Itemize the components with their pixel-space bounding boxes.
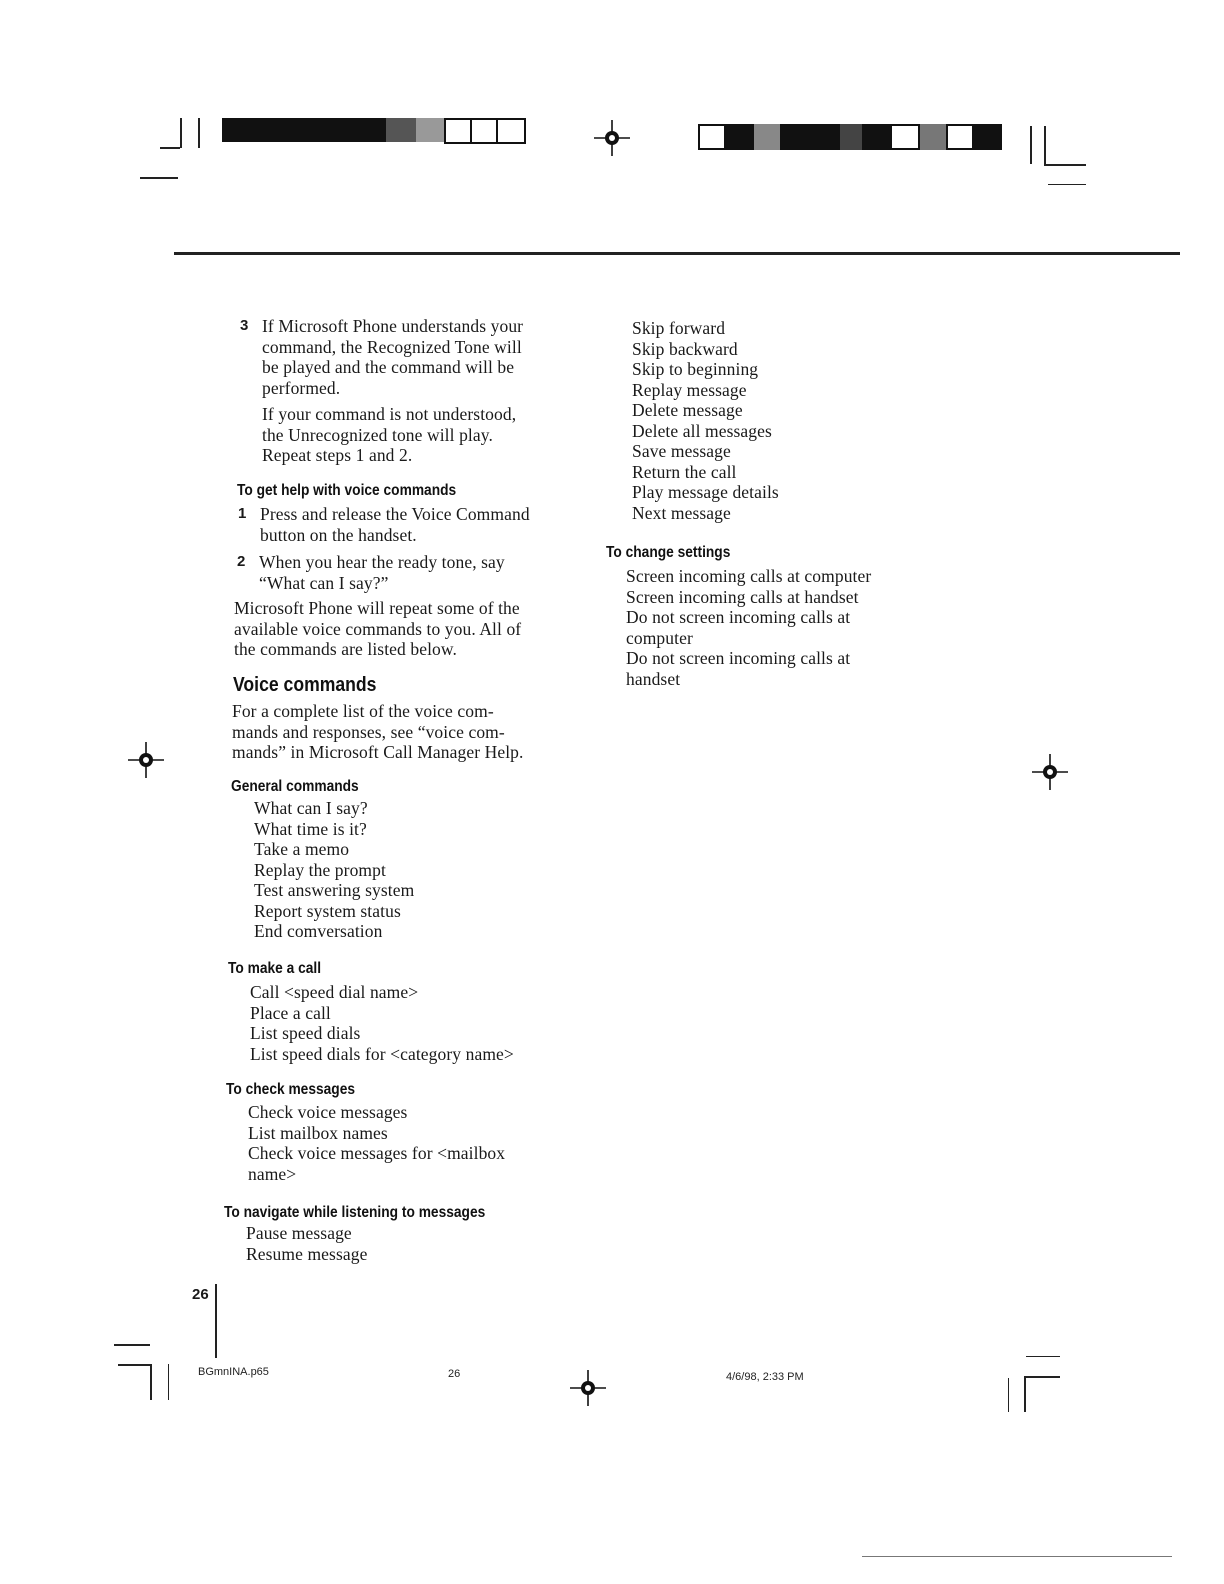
navigate-item: Delete all messages bbox=[632, 420, 772, 441]
step-3-note-line-3: Repeat steps 1 and 2. bbox=[262, 445, 413, 465]
settings-item: Do not screen incoming calls at bbox=[626, 607, 851, 627]
help-heading: To get help with voice commands bbox=[237, 482, 457, 499]
crop-mark-top-left-v2 bbox=[198, 118, 200, 148]
color-bar-left-tint-2 bbox=[416, 118, 444, 142]
page-number-rule bbox=[215, 1284, 217, 1358]
crop-mark-top-left-h2 bbox=[160, 147, 180, 149]
crop-mark-top-left-v bbox=[180, 118, 182, 148]
navigate-item: Delete message bbox=[632, 400, 743, 420]
general-commands-heading: General commands bbox=[231, 778, 359, 795]
crop-mark-bottom-left-h bbox=[114, 1344, 150, 1346]
navigate-item: Skip backward bbox=[632, 338, 738, 359]
settings-item: Screen incoming calls at handset bbox=[626, 586, 859, 607]
make-call-item: Place a call bbox=[250, 1002, 331, 1023]
step-3-line-3: be played and the command will be bbox=[262, 357, 515, 377]
navigate-item: Resume message bbox=[246, 1243, 368, 1264]
check-messages-item: List mailbox names bbox=[248, 1122, 388, 1143]
settings-item: handset bbox=[626, 668, 681, 689]
general-command-item: Test answering system bbox=[254, 880, 415, 900]
color-bar-right-tint-1 bbox=[754, 124, 780, 150]
voice-paragraph-line-1: For a complete list of the voice com- bbox=[232, 701, 494, 721]
slug-page-number: 26 bbox=[448, 1368, 461, 1380]
navigate-item: Save message bbox=[632, 441, 731, 461]
help-step-1-line-2: button on the handset. bbox=[260, 524, 417, 545]
color-bar-right-patch-3 bbox=[946, 124, 974, 150]
registration-mark-top-icon bbox=[594, 120, 630, 156]
check-messages-item: Check voice messages bbox=[248, 1102, 408, 1122]
registration-mark-bottom-icon bbox=[570, 1370, 606, 1406]
step-3-line-2: command, the Recognized Tone will bbox=[262, 336, 522, 357]
crop-mark-bottom-right-h2 bbox=[1024, 1376, 1060, 1378]
check-messages-item: name> bbox=[248, 1163, 297, 1184]
crop-mark-top-right-h bbox=[1044, 164, 1086, 166]
navigate-messages-list-right bbox=[632, 318, 779, 523]
help-step-2-line-1: When you hear the ready tone, say bbox=[259, 552, 505, 572]
navigate-messages-heading: To navigate while listening to messages bbox=[224, 1204, 486, 1221]
change-settings-heading: To change settings bbox=[606, 544, 731, 561]
make-call-heading: To make a call bbox=[228, 960, 322, 977]
color-bar-right-tint-3 bbox=[920, 124, 946, 150]
crop-mark-bottom-right-v bbox=[1024, 1376, 1026, 1412]
voice-commands-heading: Voice commands bbox=[233, 674, 377, 696]
help-paragraph-line-1: Microsoft Phone will repeat some of the bbox=[234, 598, 520, 618]
check-messages-item: Check voice messages for <mailbox bbox=[248, 1143, 506, 1163]
crop-mark-bottom-right-h bbox=[1026, 1356, 1060, 1357]
general-command-item: Take a memo bbox=[254, 839, 350, 859]
help-step-1-number: 1 bbox=[238, 505, 247, 522]
general-command-item: What can I say? bbox=[254, 798, 368, 818]
slug-timestamp: 4/6/98, 2:33 PM bbox=[726, 1371, 804, 1383]
general-command-item: End comversation bbox=[254, 921, 383, 941]
scan-edge-line bbox=[862, 1556, 1172, 1557]
settings-item: Screen incoming calls at computer bbox=[626, 566, 872, 586]
help-paragraph bbox=[234, 598, 574, 660]
page-number: 26 bbox=[192, 1286, 209, 1303]
crop-mark-bottom-left-h2 bbox=[118, 1364, 152, 1366]
make-call-list bbox=[250, 982, 514, 1064]
settings-item: computer bbox=[626, 627, 693, 648]
crop-mark-bottom-right-v2 bbox=[1008, 1378, 1009, 1412]
check-messages-list bbox=[248, 1102, 505, 1184]
help-step-1 bbox=[238, 504, 578, 545]
make-call-item: List speed dials for <category name> bbox=[250, 1043, 514, 1064]
general-command-item: Replay the prompt bbox=[254, 859, 386, 880]
color-bar-left-patch-1 bbox=[444, 118, 472, 144]
help-paragraph-line-3: the commands are listed below. bbox=[234, 639, 457, 659]
step-3 bbox=[240, 316, 580, 466]
step-3-number: 3 bbox=[240, 317, 249, 334]
step-3-note-line-2: the Unrecognized tone will play. bbox=[262, 424, 493, 445]
header-rule bbox=[174, 252, 1180, 255]
crop-mark-top-right-v2 bbox=[1044, 126, 1046, 164]
registration-mark-right-icon bbox=[1032, 754, 1068, 790]
color-bar-right-patch-2 bbox=[890, 124, 920, 150]
slug-filename: BGmnINA.p65 bbox=[198, 1366, 269, 1378]
make-call-item: List speed dials bbox=[250, 1023, 361, 1043]
crop-mark-top-right-h2 bbox=[1048, 184, 1086, 185]
make-call-item: Call <speed dial name> bbox=[250, 982, 419, 1002]
step-3-line-4: performed. bbox=[262, 377, 341, 398]
help-step-2-number: 2 bbox=[237, 553, 246, 570]
general-command-item: Report system status bbox=[254, 900, 401, 921]
navigate-messages-list-left bbox=[246, 1223, 367, 1264]
color-bar-right-tint-2 bbox=[840, 124, 862, 150]
step-3-line-1: If Microsoft Phone understands your bbox=[262, 316, 524, 336]
color-bar-left-patch-2 bbox=[470, 118, 498, 144]
step-3-note-line-1: If your command is not understood, bbox=[262, 404, 517, 424]
change-settings-list bbox=[626, 566, 871, 689]
registration-mark-left-icon bbox=[128, 742, 164, 778]
help-step-2 bbox=[237, 552, 577, 593]
color-bar-right-patch-1 bbox=[698, 124, 726, 150]
color-bar-left-patch-3 bbox=[496, 118, 526, 144]
navigate-item: Return the call bbox=[632, 461, 737, 482]
help-step-1-line-1: Press and release the Voice Command bbox=[260, 504, 530, 524]
help-paragraph-line-2: available voice commands to you. All of bbox=[234, 618, 522, 639]
voice-commands-paragraph bbox=[232, 701, 572, 763]
voice-paragraph-line-2: mands and responses, see “voice com- bbox=[232, 721, 505, 742]
crop-mark-bottom-left-v bbox=[150, 1364, 152, 1400]
general-command-item: What time is it? bbox=[254, 818, 367, 839]
voice-paragraph-line-3: mands” in Microsoft Call Manager Help. bbox=[232, 742, 524, 762]
crop-mark-top-right-v bbox=[1030, 126, 1032, 164]
help-step-2-line-2: “What can I say?” bbox=[259, 572, 389, 593]
navigate-item: Play message details bbox=[632, 482, 779, 502]
settings-item: Do not screen incoming calls at bbox=[626, 648, 851, 668]
general-commands-list bbox=[254, 798, 414, 942]
crop-mark-top-left-h bbox=[140, 177, 178, 179]
color-bar-left-tint-1 bbox=[386, 118, 416, 142]
navigate-item: Skip forward bbox=[632, 318, 726, 338]
navigate-item: Pause message bbox=[246, 1223, 352, 1243]
navigate-item: Next message bbox=[632, 502, 731, 523]
navigate-item: Replay message bbox=[632, 379, 747, 400]
check-messages-heading: To check messages bbox=[226, 1081, 356, 1098]
crop-mark-bottom-left-v2 bbox=[168, 1364, 169, 1400]
navigate-item: Skip to beginning bbox=[632, 359, 759, 379]
